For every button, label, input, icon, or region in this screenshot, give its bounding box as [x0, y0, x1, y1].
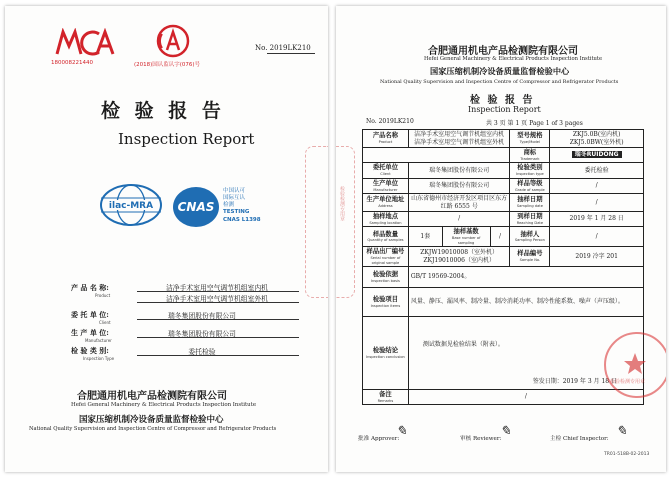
ilac-globe-icon — [97, 182, 165, 228]
centre-name-en: National Quality Supervision and Inspection Centre of Compressor and Refrigerator Products — [29, 426, 277, 432]
cnas-mark-icon — [171, 184, 221, 230]
sampling-date-label: 抽样日期 Sampling date — [510, 194, 550, 212]
cross-page-seal — [336, 146, 355, 298]
grade-value: / — [550, 178, 644, 193]
basis-value: GB/T 19569-2004。 — [408, 267, 643, 288]
client-label: 委托单位 Client — [363, 163, 409, 178]
manufacturer-value: 瑞冬集团股份有限公司 — [168, 330, 236, 338]
report-number: No. 2019LK210 — [255, 44, 311, 52]
reviewer-label: 审核 Reviewer: — [460, 436, 502, 442]
cal-text: (2018)国认监认字(076)号 — [134, 62, 201, 68]
table-row — [363, 148, 644, 163]
institute-name-cn: 合肥通用机电产品检测院有限公司 — [77, 391, 227, 402]
institute-name-en: Hefei General Machinery & Electrical Products Inspection Institute — [424, 56, 603, 62]
model-value: ZKJ5.0B(室内机) ZKJ5.0BW(室外机) — [550, 130, 644, 148]
sample-no-label: 样品编号 Sample No. — [510, 247, 550, 267]
brand-value: 瑞冬RUIDONG — [550, 148, 644, 163]
cma-logo — [49, 28, 119, 66]
centre-name-en: National Quality Supervision and Inspection Centre of Compressor and Refrigerator Products — [380, 79, 619, 85]
cnas-cn-line: 中国认可 — [223, 188, 246, 194]
cover-title-en: Inspection Report — [118, 130, 255, 148]
table-row — [363, 227, 644, 247]
quantity-label: 样品数量 Quantity of samples — [363, 227, 409, 247]
inspection-type-sub: Inspection Type — [83, 356, 115, 361]
sampling-location-label: 抽样地点 Sampling location — [363, 212, 409, 227]
reaching-date-label: 到样日期 Reaching Date — [510, 212, 550, 227]
base-number-value: / — [490, 227, 510, 247]
manufacturer-sub: Manufacturer — [85, 338, 112, 343]
sampling-date-value: / — [550, 194, 644, 212]
official-red-stamp — [604, 332, 666, 398]
table-row — [363, 163, 644, 178]
product-value: 洁净手术室用空气调节机组室内机 洁净手术室用空气调节机组室外机 — [408, 130, 510, 148]
client-value: 瑞冬集团股份有限公司 — [168, 312, 236, 320]
approver-signature: ✎ — [396, 424, 407, 439]
approver-label: 批准 Approver: — [358, 436, 400, 442]
cal-logo — [134, 24, 208, 68]
items-value: 风量、静压、漏风率、制冷量、制冷消耗功率、制冷性能系数、噪声（声压级）。 — [408, 288, 643, 317]
product-value: 洁净手术室用空气调节机组室内机 — [166, 284, 268, 292]
seal-fragment-text: 检验检测专用章 — [339, 186, 345, 221]
table-row — [363, 212, 644, 227]
sampling-location-value: / — [408, 212, 510, 227]
product-label: 产 品 名 称: — [71, 283, 109, 292]
inspection-type-value: 委托检验 — [550, 163, 644, 178]
sampling-person-label: 抽样人 Sampling Person — [510, 227, 550, 247]
table-row — [363, 130, 644, 148]
table-row — [363, 194, 644, 212]
sample-no-value: 2019 冷字 201 — [550, 247, 644, 267]
reviewer-signature: ✎ — [500, 424, 511, 439]
centre-name-cn: 国家压缩机制冷设备质量监督检验中心 — [79, 415, 224, 425]
items-label: 检验项目 Inspection items — [363, 288, 409, 317]
address-value: 山东省德州市经济开发区项目区东方红路 6555 号 — [408, 194, 510, 212]
institute-name-cn: 合肥通用机电产品检测院有限公司 — [428, 46, 578, 57]
inspection-details-table — [362, 129, 644, 405]
cma-number: 180008221440 — [51, 60, 93, 66]
cover-title-cn: 检 验 报 告 — [101, 100, 225, 122]
remarks-label: 备注 Remarks — [363, 390, 409, 405]
cnas-logo — [171, 184, 271, 230]
cma-mark-icon — [49, 28, 119, 58]
cross-page-seal — [305, 146, 328, 298]
reaching-date-value: 2019 年 1 月 28 日 — [550, 212, 644, 227]
base-number-label: 抽样基数 Base number of sampling — [442, 227, 490, 247]
centre-name-cn: 国家压缩机制冷设备质量监督检验中心 — [430, 66, 570, 76]
model-label: 型号规格 Type/Model — [510, 130, 550, 148]
manufacturer-value: 瑞冬集团股份有限公司 — [408, 178, 510, 193]
inspection-type-label: 检验类别 Inspection type — [510, 163, 550, 178]
table-row — [363, 267, 644, 288]
cnas-cn-line: 国际互认 — [223, 195, 246, 202]
report-cover-page — [5, 6, 328, 472]
brand-label: 商标 Trademark — [510, 148, 550, 163]
table-row — [363, 390, 644, 405]
detail-title-en: Inspection Report — [468, 105, 541, 114]
stamp-text: 检验检测专用章 — [610, 379, 646, 385]
issue-date: 签发日期：2019 年 3 月 18 日 — [532, 377, 617, 385]
page-info: 共 3 页 第 1 页 Page 1 of 3 pages — [486, 120, 583, 127]
product-sub: Product — [95, 293, 111, 298]
grade-label: 样品等级 Grade of sample — [510, 178, 550, 193]
report-number: No. 2019LK210 — [366, 118, 414, 125]
table-row — [363, 178, 644, 193]
form-code: TR01-518B-02-2013 — [604, 452, 650, 457]
product-value: 洁净手术室用空气调节机组室外机 — [166, 295, 268, 303]
remarks-value: / — [408, 390, 643, 405]
chief-inspector-label: 主检 Chief Inspector: — [550, 436, 609, 442]
svg-text:CNAS: CNAS — [177, 200, 215, 214]
detail-title-cn: 检 验 报 告 — [470, 95, 535, 106]
table-row — [363, 288, 644, 317]
cnas-testing: TESTING — [223, 209, 250, 216]
inspection-type-label: 检 验 类 别: — [71, 346, 109, 355]
ilac-mra-logo — [97, 182, 165, 228]
report-detail-page — [336, 6, 666, 472]
serial-label: 样品出厂编号 Serial number of original sample — [363, 247, 409, 267]
table-row — [363, 247, 644, 267]
inspection-type-value: 委托检验 — [188, 348, 216, 356]
table-row — [363, 317, 644, 390]
svg-text:ilac-MRA: ilac-MRA — [108, 201, 154, 211]
manufacturer-label: 生 产 单 位: — [71, 328, 109, 337]
cnas-cn-line: 检测 — [223, 202, 235, 209]
client-label: 委 托 单 位: — [71, 310, 109, 319]
conclusion-value: 测试数据见检验结果（附表）。 — [422, 341, 504, 349]
sampling-person-value: / — [550, 227, 644, 247]
institute-name-en: Hefei General Machinery & Electrical Products Inspection Institute — [71, 402, 257, 408]
cnas-code: CNAS L1398 — [223, 216, 261, 223]
quantity-value: 1套 — [408, 227, 442, 247]
manufacturer-label: 生产单位 Manufacturer — [363, 178, 409, 193]
basis-label: 检验依据 Inspection basis — [363, 267, 409, 288]
serial-value: ZKJW19010008（室外机） ZKJ19010006（室内机） — [408, 247, 510, 267]
cal-mark-icon — [138, 24, 208, 58]
chief-inspector-signature: ✎ — [616, 424, 627, 439]
client-value: 瑞冬集团股份有限公司 — [408, 163, 510, 178]
client-sub: Client — [99, 320, 111, 325]
address-label: 生产单位地址 Address — [363, 194, 409, 212]
product-label: 产品名称 Product — [363, 130, 409, 148]
conclusion-label: 检验结论 Inspection conclusion — [363, 317, 409, 390]
